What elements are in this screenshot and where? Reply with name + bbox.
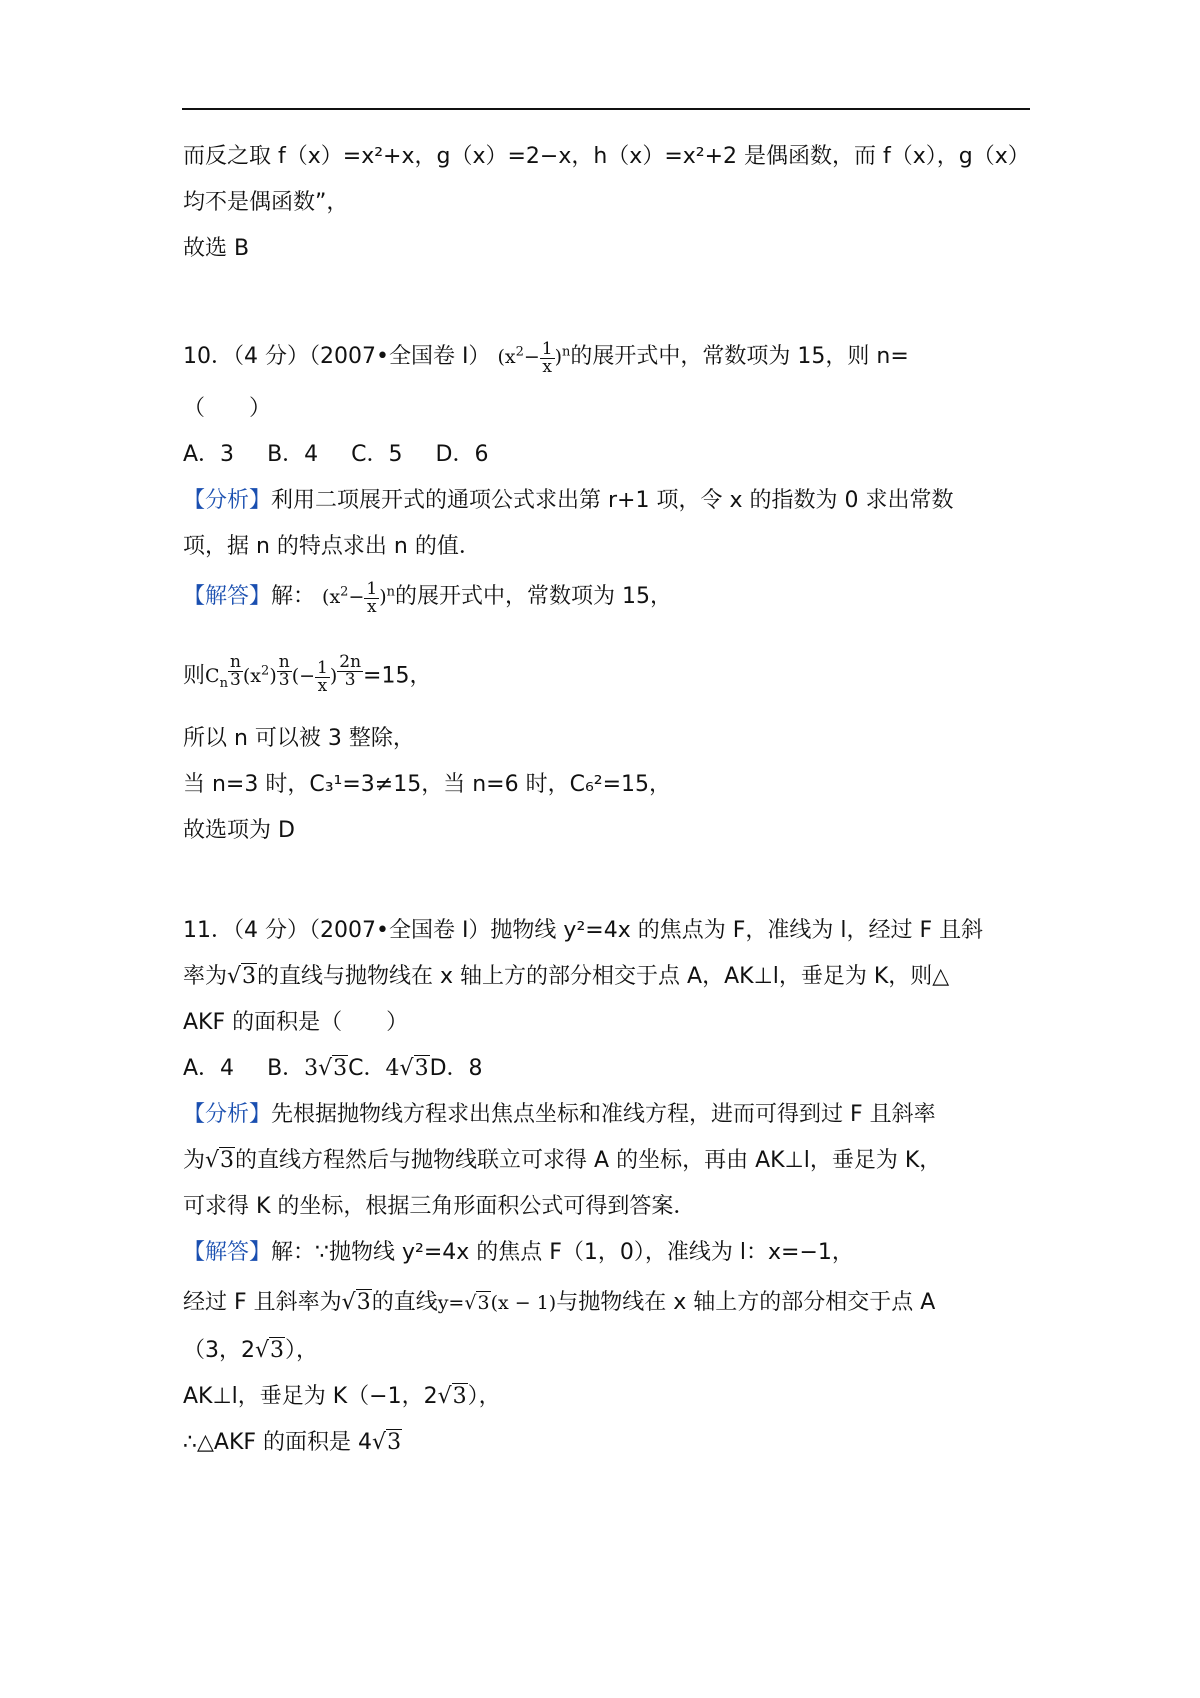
prev-solution-line-2: 均不是偶函数”，	[183, 190, 349, 215]
q11-answer-line-3: （3，2√3），	[183, 1334, 318, 1368]
q10-number: 10．（4 分）（2007•全国卷 I）	[183, 344, 491, 369]
q10-answer-line-5: 故选项为 D	[183, 818, 295, 843]
q11-stem-line-3: AKF 的面积是（ ）	[183, 1010, 409, 1035]
q11-answer-line-4: AK⊥l，垂足为 K（−1，2√3），	[183, 1380, 501, 1414]
sqrt3-expression: √3	[205, 1148, 235, 1173]
q11-option-b: B．	[267, 1056, 305, 1081]
q10-answer-tag: 【解答】	[183, 584, 272, 609]
q10-stem-tail: 的展开式中，常数项为 15，则 n=	[570, 344, 909, 369]
q10-answer-pre: 解：	[271, 584, 316, 609]
q10-answer-line-3: 所以 n 可以被 3 整除，	[183, 726, 415, 751]
q11-option-c: C．	[348, 1056, 386, 1081]
q11-answer-line-2: 经过 F 且斜率为√3的直线y=√3(x − 1)与抛物线在 x 轴上方的部分相交于点 A	[183, 1286, 935, 1320]
q10-option-d: D．6	[435, 442, 489, 467]
q11-option-a: A．4	[183, 1056, 235, 1081]
q10-answer-line-2	[183, 654, 431, 695]
q10-analysis-line-1	[183, 484, 953, 518]
q10-answer-line-1	[183, 580, 672, 616]
q11-analysis-line-1: 【分析】先根据抛物线方程求出焦点坐标和准线方程，进而可得到过 F 且斜率	[183, 1102, 936, 1127]
q11-analysis-tag: 【分析】	[183, 1102, 272, 1127]
q10-option-a: A．3	[183, 442, 235, 467]
q11-option-b-value: 3√3	[304, 1056, 348, 1081]
q10-options	[183, 438, 514, 472]
q10-answer-line-4: 当 n=3 时，C₃¹=3≠15，当 n=6 时，C₆²=15，	[183, 772, 672, 797]
q10-paren: （ ）	[183, 396, 272, 421]
q11-option-c-value: 4√3	[385, 1056, 429, 1081]
q10-answer-expression: ($x^2-$ $\frac{1}{x}$ )$^n$	[322, 578, 395, 617]
q10-analysis-line-2: 项，据 n 的特点求出 n 的值．	[183, 534, 481, 559]
q10-answer-equals: =15，	[363, 663, 432, 689]
q11-options	[183, 1052, 483, 1086]
q11-stem-line-2: 率为√3的直线与抛物线在 x 轴上方的部分相交于点 A，AK⊥l，垂足为 K，则△	[183, 960, 949, 994]
q11-answer-line-5: ∴△AKF 的面积是 4√3	[183, 1426, 402, 1460]
sqrt3-expression: √3	[437, 1384, 467, 1409]
q10-answer-post: 的展开式中，常数项为 15，	[395, 584, 672, 609]
prev-solution-line-1: 而反之取 f（x）=x²+x，g（x）=2−x，h（x）=x²+2 是偶函数，而 f（x），g（x）	[183, 144, 1030, 169]
sqrt3-expression: √3	[341, 1290, 371, 1315]
sqrt3-expression: √3	[372, 1430, 402, 1455]
q11-stem-line-1: 11．（4 分）（2007•全国卷 I）抛物线 y²=4x 的焦点为 F，准线为 l，经过 F 且斜	[183, 918, 984, 943]
prev-solution-line-3: 故选 B	[183, 236, 250, 261]
line-equation: y=√3(x − 1)	[437, 1292, 557, 1314]
q11-option-d: D．8	[429, 1056, 483, 1081]
q11-answer-tag: 【解答】	[183, 1240, 272, 1265]
q10-analysis-tag: 【分析】	[183, 488, 272, 513]
q10-option-b: B．4	[267, 442, 319, 467]
q11-answer-line-1: 【解答】解：∵抛物线 y²=4x 的焦点 F（1，0），准线为 l：x=−1，	[183, 1240, 854, 1265]
q10-answer-then: 则	[183, 663, 206, 689]
q10-analysis-text-1: 利用二项展开式的通项公式求出第 r+1 项，令 x 的指数为 0 求出常数	[271, 488, 954, 513]
q10-stem	[183, 340, 909, 376]
q10-binomial-term: $C_n$ $^{\frac{n}{3}}$ $(x^2)$ $^{\frac{n}{3}}$ (− $\frac{1}{x}$ ) $^{\frac{2n}{3}}$	[205, 652, 362, 696]
q11-analysis-line-2: 为√3的直线方程然后与抛物线联立可求得 A 的坐标，再由 AK⊥l，垂足为 K，	[183, 1144, 941, 1178]
header-rule	[182, 108, 1030, 110]
sqrt3-expression: √3	[255, 1338, 285, 1363]
sqrt3-expression: √3	[227, 964, 257, 989]
q11-analysis-line-3: 可求得 K 的坐标，根据三角形面积公式可得到答案．	[183, 1194, 696, 1219]
q10-option-c: C．5	[351, 442, 403, 467]
q10-expression: ($x^2-$ $\frac{1}{x}$ )$^n$	[497, 338, 571, 377]
